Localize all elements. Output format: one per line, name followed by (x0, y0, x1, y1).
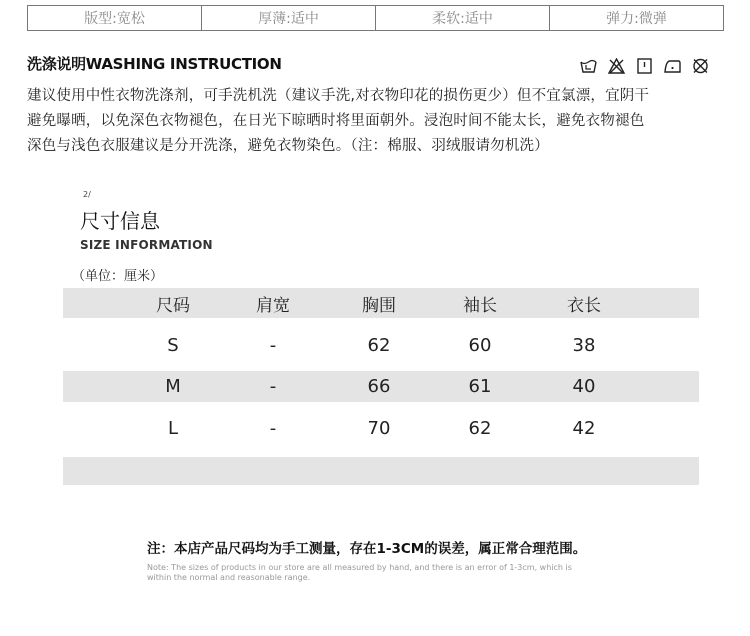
size-subtitle: SIZE INFORMATION (80, 238, 213, 252)
cell-size: L (167, 418, 179, 439)
note-en-line: within the normal and reasonable range. (147, 573, 311, 582)
table-row (63, 371, 699, 402)
size-table (63, 288, 699, 485)
cell-length: 42 (572, 418, 596, 439)
cell-length: 40 (572, 376, 596, 397)
cell-size: M (165, 376, 181, 397)
property-elasticity: 弹力:微弹 (606, 11, 667, 27)
header-size: 尺码 (156, 295, 190, 316)
property-fit: 版型:宽松 (28, 6, 202, 30)
cell-sleeve: 62 (468, 418, 492, 439)
cell-chest: 66 (367, 376, 391, 397)
property-thickness: 厚薄:适中 (202, 6, 376, 30)
page-mark: 2/ (83, 190, 91, 199)
fabric-properties-table (27, 5, 724, 31)
header-shoulder: 肩宽 (256, 295, 290, 316)
cell-chest: 62 (367, 334, 391, 356)
washing-line: 深色与浅色衣服建议是分开洗涤，避免衣物染色。（注：棉服、羽绒服请勿机洗） (27, 138, 549, 154)
cell-shoulder: - (269, 334, 277, 356)
size-note-cn: 注：本店产品尺码均为手工测量，存在1-3CM的误差，属正常合理范围。 (147, 541, 587, 557)
no-dry-clean-icon (686, 56, 714, 76)
washing-line: 建议使用中性衣物洗涤剂，可手洗机洗（建议手洗,对衣物印花的损伤更少）但不宜氯漂，宜阴干 (27, 88, 650, 104)
size-title: 尺寸信息 (80, 209, 160, 233)
washing-title: 洗涤说明WASHING INSTRUCTION (27, 55, 282, 73)
tumble-dry-icon (630, 56, 658, 76)
header-chest: 胸围 (362, 295, 396, 316)
cell-sleeve: 61 (468, 376, 492, 397)
hand-wash-icon (574, 56, 602, 76)
washing-line: 避免曝晒，以免深色衣物褪色，在日光下晾晒时将里面朝外。浸泡时间不能太长，避免衣物褪色 (27, 113, 645, 129)
iron-icon (658, 56, 686, 76)
table-header-row (63, 288, 699, 318)
cell-size: S (167, 334, 179, 356)
note-en-line: Note: The sizes of products in our store are all measured by hand, and there is an error of 1-3cm, which is (147, 563, 572, 572)
unit-label: （单位：厘米） (72, 269, 164, 284)
table-row (63, 330, 699, 360)
no-bleach-icon (602, 56, 630, 76)
property-softness: 柔软:适中 (376, 6, 550, 30)
header-sleeve: 袖长 (463, 295, 497, 316)
table-row (63, 413, 699, 444)
table-empty-row (63, 457, 699, 485)
cell-shoulder: - (269, 376, 277, 397)
cell-shoulder: - (269, 418, 277, 439)
washing-instructions (27, 84, 732, 159)
size-note-en (147, 563, 617, 583)
header-length: 衣长 (567, 295, 601, 316)
cell-chest: 70 (367, 418, 391, 439)
cell-sleeve: 60 (468, 334, 492, 356)
cell-length: 38 (572, 334, 596, 356)
care-icons (574, 56, 714, 76)
